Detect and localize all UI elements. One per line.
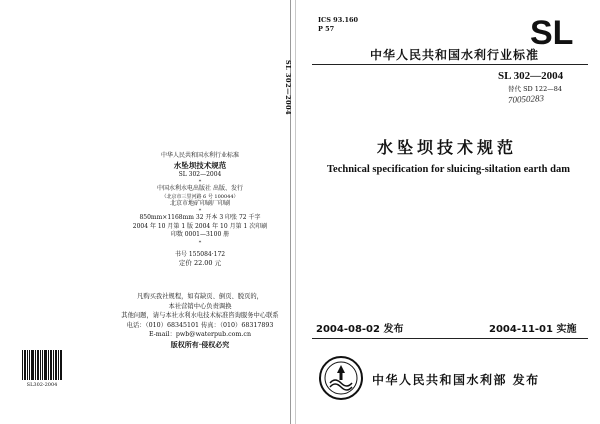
imprint-format: 850mm×1168mm 32 开本 3 印张 72 千字: [139, 214, 261, 221]
spine-fold: [295, 0, 296, 424]
title-chinese: 水坠坝技术规范: [377, 138, 518, 157]
spine-code: SL 302—2004: [284, 60, 292, 116]
sl-logo-icon: [528, 14, 588, 48]
imprint-printer: 北京市地矿印刷厂印刷: [169, 199, 230, 207]
barcode-number: SL302-2004: [26, 382, 58, 388]
copyright-notice: 版权所有·侵权必究: [170, 339, 230, 349]
imprint-title: 水坠坝技术规范: [173, 160, 227, 170]
imprint-series: 中华人民共和国水利行业标准: [160, 152, 239, 159]
footer-rule: [312, 338, 588, 339]
notice-line: 电话：（010）68345101 传真：（010）68317893: [126, 321, 274, 329]
notice-email: E-mail：pwb@waterpub.com.cn: [148, 331, 252, 338]
header-rule: [312, 64, 588, 65]
notice-line: 凡购买我社规程，如有缺页、倒页、脱页的，: [137, 293, 263, 300]
imprint-price: 定价 22.00 元: [178, 259, 222, 267]
imprint-separator: *: [198, 208, 202, 214]
barcode-icon: [22, 350, 62, 380]
replaces-note: 替代 SD 122—84: [508, 85, 562, 93]
class-code: P 57: [318, 24, 335, 33]
title-english: Technical specification for sluicing-siltation earth dam: [327, 164, 570, 175]
imprint-address: （北京市三里河路 6 号 100044）: [161, 193, 239, 200]
standard-category: 中华人民共和国水利行业标准: [370, 48, 540, 62]
notice-line: 其他问题，请与本社水利水电技术标准咨询服务中心联系: [121, 312, 279, 319]
effective-date: 2004-11-01 实施: [489, 324, 577, 335]
handwritten-note: 70050283: [507, 93, 545, 105]
imprint-book-number: 书号 155084·172: [174, 250, 226, 258]
ics-code: ICS 93.160: [318, 16, 359, 24]
imprint-code: SL 302—2004: [178, 170, 222, 178]
imprint-print-run: 印数 0001—3100 册: [170, 231, 230, 238]
imprint-separator: *: [198, 179, 202, 185]
ministry-emblem-icon: [318, 355, 364, 401]
imprint-separator: *: [198, 239, 202, 246]
standard-number: SL 302—2004: [498, 70, 564, 82]
issue-date: 2004-08-02 发布: [316, 324, 404, 335]
issuer: 中华人民共和国水利部 发布: [372, 373, 540, 387]
logo-text: SL: [530, 14, 574, 48]
imprint-publisher: 中国水利水电出版社 出版、发行: [157, 185, 243, 192]
notice-line: 本社营销中心负责调换: [168, 302, 232, 310]
classification-block: [318, 16, 358, 33]
imprint-edition: 2004 年 10 月第 1 版 2004 年 10 月第 1 次印刷: [132, 222, 268, 230]
imprint-block: [100, 152, 300, 268]
service-notice: [70, 292, 330, 349]
